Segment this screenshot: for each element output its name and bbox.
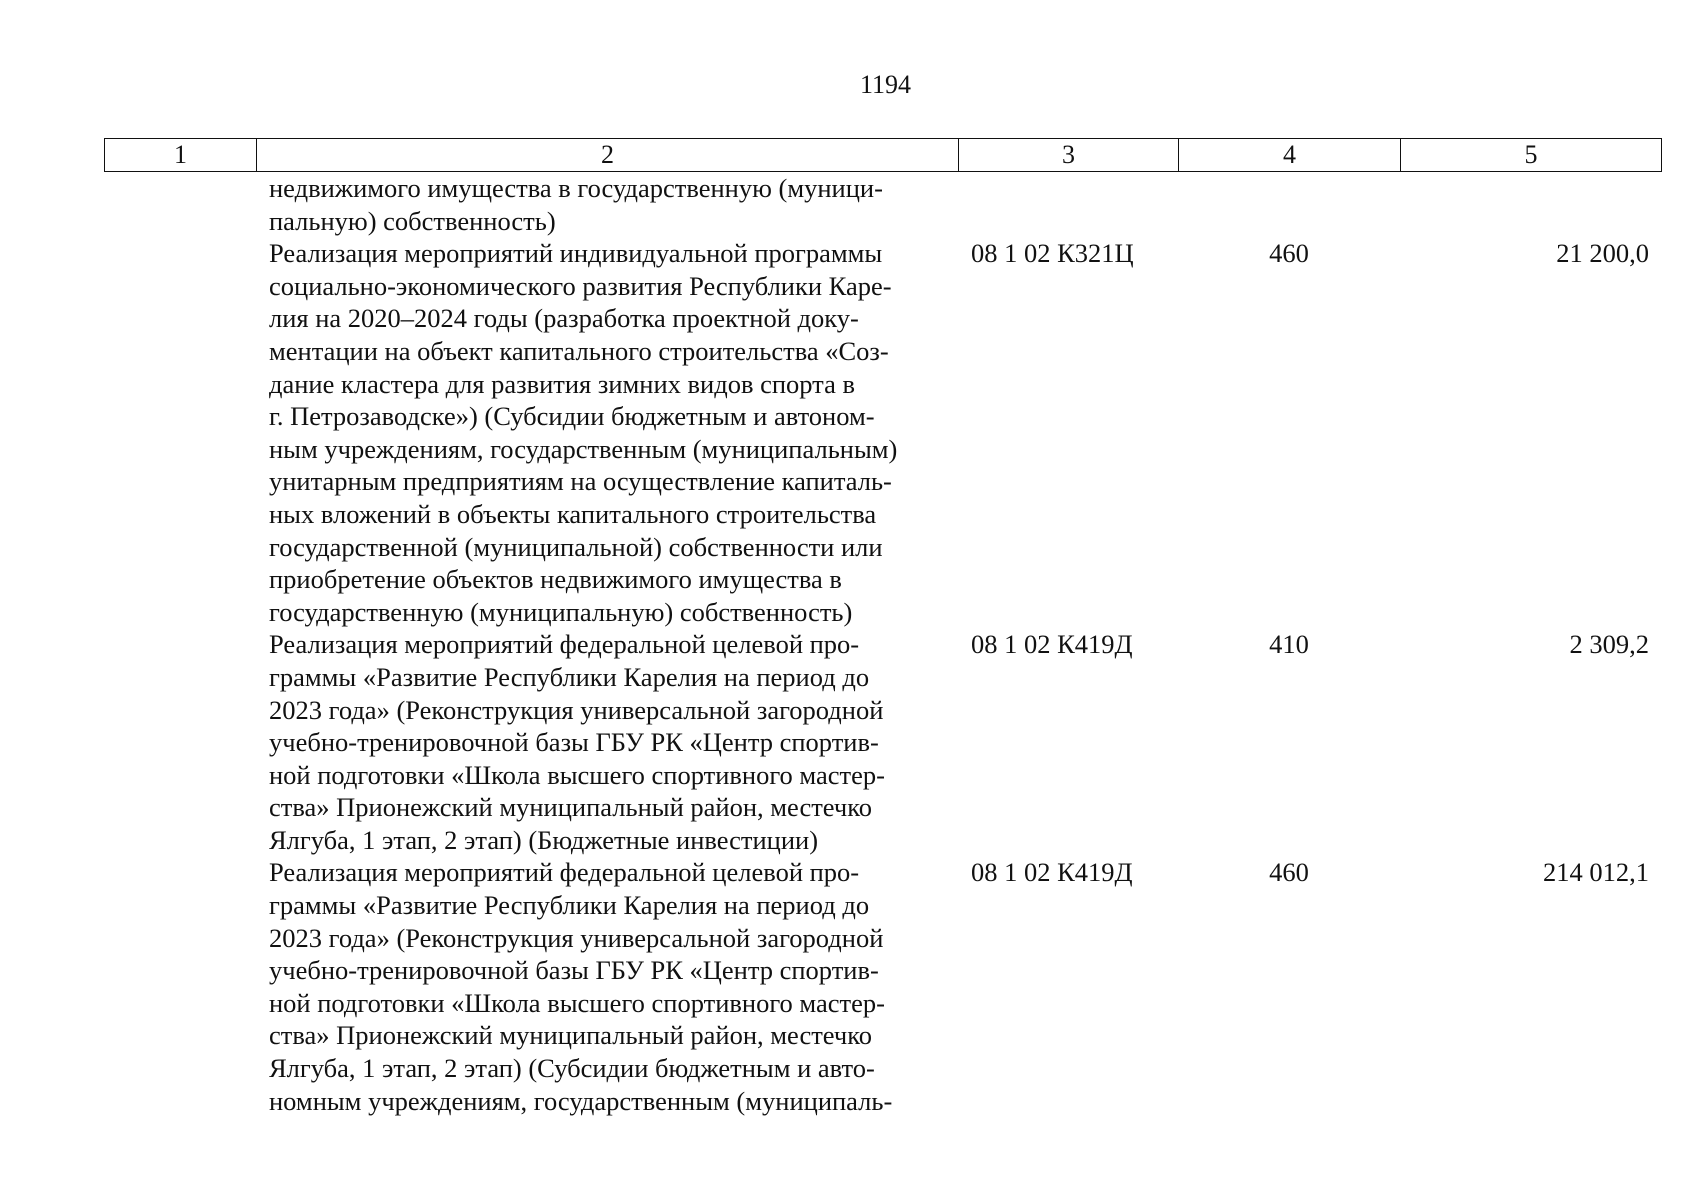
header-cell-1: 1 <box>105 139 257 172</box>
cell-description: Реализация мероприятий федеральной целевой про- граммы «Развитие Республики Карелия на период до 2023 года» (Реконструкция универсальной загородной учебно-тренировочной базы ГБУ РК «Центр спортив- ной подготовки «Школа высшего спортивного мастер- ства» Прионежский муниципальный район, местечко Ялгуба, 1 этап, 2 этап) (Субсидии бюджетным и авто- номным учреждениям, государственным (муниципаль- <box>269 857 893 1116</box>
cell-description: Реализация мероприятий федеральной целевой про- граммы «Развитие Республики Карелия на период до 2023 года» (Реконструкция универсальной загородной учебно-тренировочной базы ГБУ РК «Центр спортив- ной подготовки «Школа высшего спортивного мастер- ства» Прионежский муниципальный район, местечко Ялгуба, 1 этап, 2 этап) (Бюджетные инвестиции) <box>269 629 885 855</box>
cell-description: Реализация мероприятий индивидуальной программы социально-экономического развития Республики Каре- лия на 2020–2024 годы (разработка проектной доку- ментации на объект капитального строительства «Соз- дание кластера для развития зимних видов спорта в г. Петрозаводске») (Субсидии бюджетным и автоном- ным учреждениям, государственным (муниципальным) унитарным предприятиям на осуществление капиталь- ных вложений в объекты капитального строительства государственной (муниципальной) собственности или приобретение объектов недвижимого имущества в государственную (муниципальную) собственность) <box>269 238 898 627</box>
cell-amount: 2 309,2 <box>1569 629 1649 660</box>
header-cell-5: 5 <box>1401 139 1662 172</box>
header-row <box>105 139 1662 172</box>
table-row <box>104 172 1661 237</box>
table-row <box>104 856 1661 1117</box>
cell-target-code: 08 1 02 К419Д <box>971 629 1133 660</box>
cell-target-code: 08 1 02 К419Д <box>971 857 1133 888</box>
cell-expense-type: 460 <box>1269 238 1309 269</box>
cell-expense-type: 410 <box>1269 629 1309 660</box>
header-cell-4: 4 <box>1179 139 1401 172</box>
cell-expense-type: 460 <box>1269 857 1309 888</box>
table-row <box>104 237 1661 628</box>
table-body <box>104 172 1661 1117</box>
header-cell-2: 2 <box>257 139 959 172</box>
page-number: 1194 <box>859 70 912 99</box>
cell-amount: 21 200,0 <box>1556 238 1649 269</box>
cell-expense-type <box>1178 172 1400 237</box>
table-row <box>104 628 1661 856</box>
column-number-header <box>104 138 1662 172</box>
cell-description: недвижимого имущества в государственную (муници- пальную) собственность) <box>269 173 883 236</box>
cell-amount: 214 012,1 <box>1543 857 1649 888</box>
cell-target-code <box>958 172 1178 237</box>
header-cell-3: 3 <box>959 139 1179 172</box>
cell-target-code: 08 1 02 К321Ц <box>971 238 1134 269</box>
cell-amount <box>1400 172 1661 237</box>
